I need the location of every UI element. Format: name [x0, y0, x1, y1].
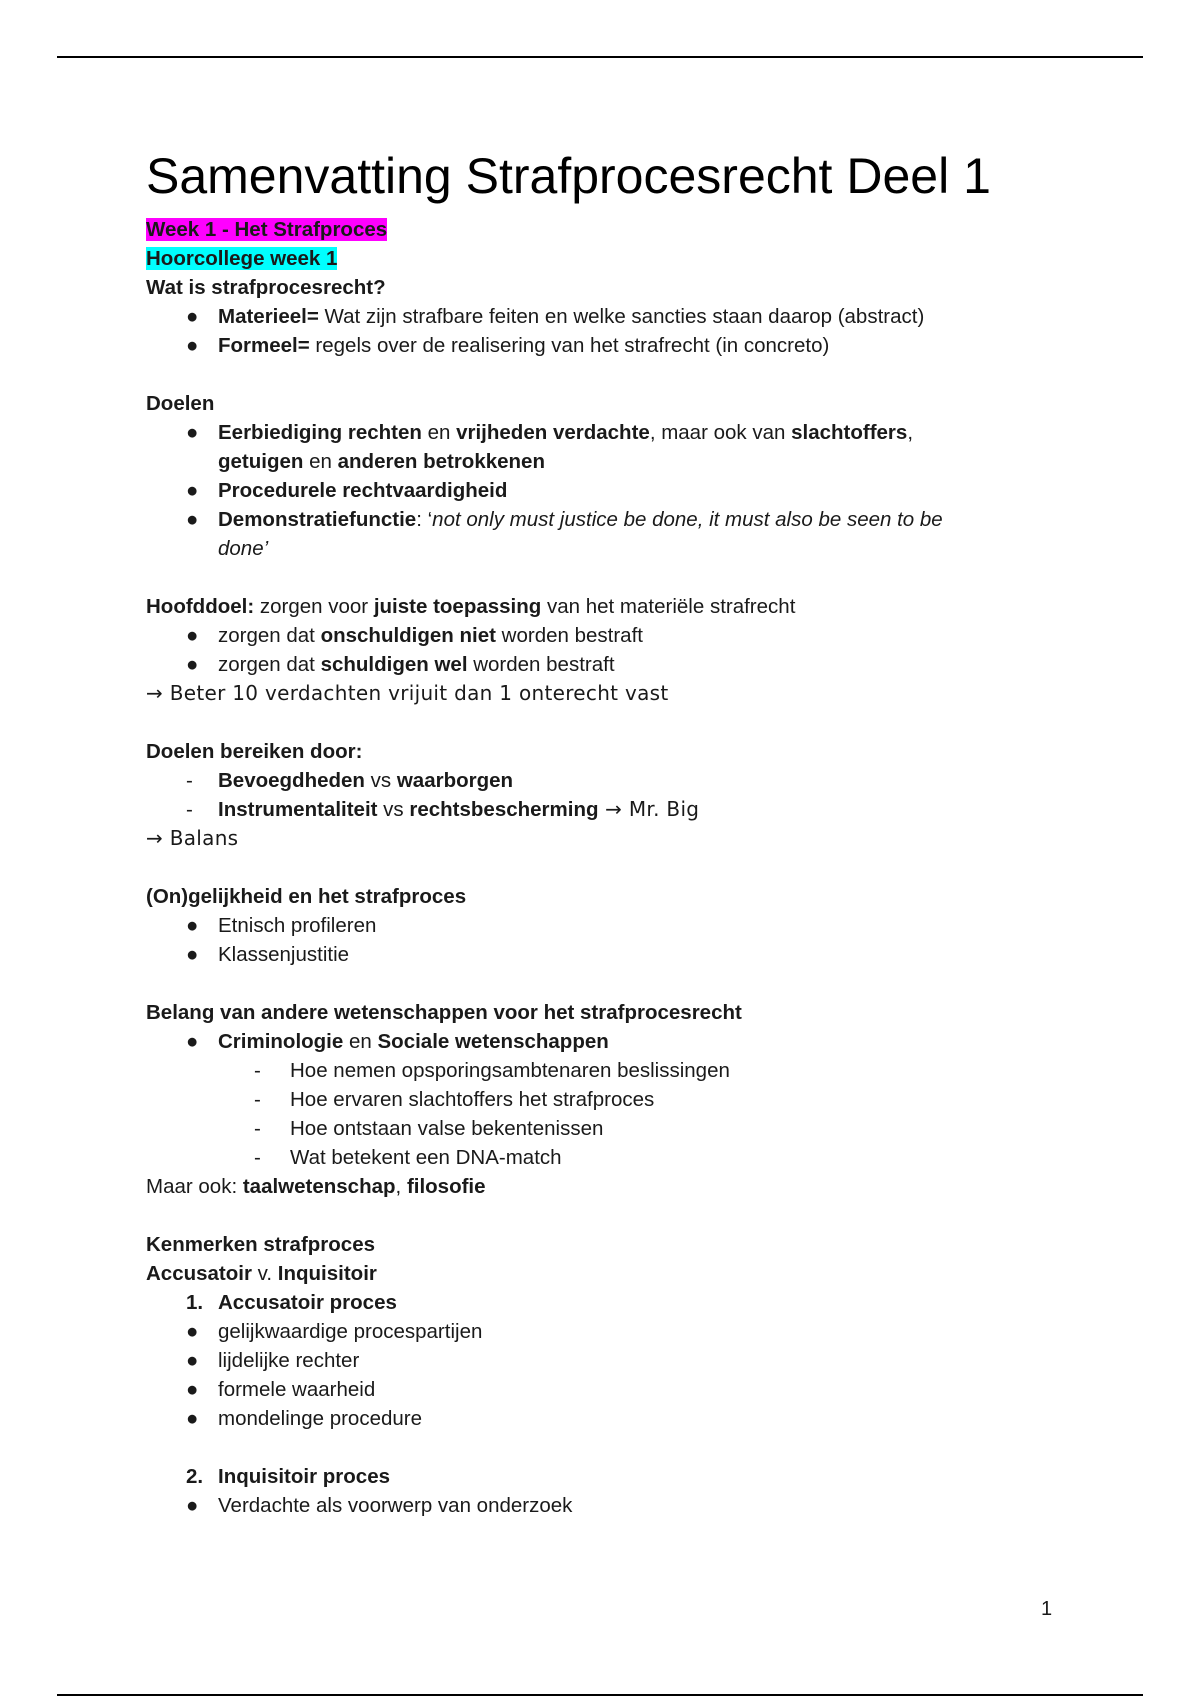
- list-item: - Bevoegdheden vs waarborgen: [146, 766, 1046, 795]
- list-item: ● gelijkwaardige procespartijen: [146, 1317, 1046, 1346]
- list-item: ● Materieel= Wat zijn strafbare feiten en welke sancties staan daarop (abstract): [146, 302, 1046, 331]
- section-heading: Doelen bereiken door:: [146, 740, 363, 763]
- bullet-icon: ●: [186, 943, 199, 966]
- section-heading: (On)gelijkheid en het strafproces: [146, 885, 467, 908]
- list-item: ● mondelinge procedure: [146, 1404, 1046, 1433]
- list-number: 2.: [186, 1465, 204, 1488]
- dash-icon: -: [186, 769, 193, 792]
- list-item: ● Verdachte als voorwerp van onderzoek: [146, 1491, 1046, 1520]
- sub-list-item: - Hoe ontstaan valse bekentenissen: [146, 1114, 1046, 1143]
- list-item: ● Formeel= regels over de realisering van het strafrecht (in concreto): [146, 331, 1046, 360]
- numbered-item: 1. Accusatoir proces: [146, 1288, 1046, 1317]
- sub-list-item: - Hoe nemen opsporingsambtenaren beslissingen: [146, 1056, 1046, 1085]
- section-heading: Wat is strafprocesrecht?: [146, 276, 386, 299]
- dash-icon: -: [254, 1146, 261, 1169]
- list-item: ● Demonstratiefunctie: ‘not only must justice be done, it must also be seen to be: [146, 505, 1046, 534]
- dash-icon: -: [254, 1088, 261, 1111]
- page-title: Samenvatting Strafprocesrecht Deel 1: [146, 148, 991, 204]
- document-body: [146, 145, 1046, 1520]
- dash-icon: -: [254, 1059, 261, 1082]
- list-item: ● lijdelijke rechter: [146, 1346, 1046, 1375]
- section-heading: Kenmerken strafproces: [146, 1233, 376, 1256]
- bullet-icon: ●: [186, 421, 199, 444]
- paragraph: Hoofddoel: zorgen voor juiste toepassing van het materiële strafrecht: [146, 595, 796, 618]
- list-item-continuation: getuigen en anderen betrokkenen: [218, 450, 545, 473]
- bullet-icon: ●: [186, 1030, 199, 1053]
- dash-icon: -: [254, 1117, 261, 1140]
- sub-list-item: - Hoe ervaren slachtoffers het strafproces: [146, 1085, 1046, 1114]
- list-number: 1.: [186, 1291, 204, 1314]
- numbered-item: 2. Inquisitoir proces: [146, 1462, 1046, 1491]
- list-item: ● formele waarheid: [146, 1375, 1046, 1404]
- bullet-icon: ●: [186, 653, 199, 676]
- list-item: ● zorgen dat schuldigen wel worden bestraft: [146, 650, 1046, 679]
- hoorcollege-label: Hoorcollege week 1: [146, 247, 338, 270]
- list-item: ● Etnisch profileren: [146, 911, 1046, 940]
- footer-rule: [57, 1694, 1143, 1696]
- bullet-icon: ●: [186, 305, 199, 328]
- dash-icon: -: [186, 798, 193, 821]
- list-item: - Instrumentaliteit vs rechtsbescherming → Mr. Big: [146, 795, 1046, 824]
- list-item: ● Criminologie en Sociale wetenschappen: [146, 1027, 1046, 1056]
- header-rule: [57, 56, 1143, 58]
- arrow-note: → Balans: [146, 826, 239, 850]
- week-label: Week 1 - Het Strafproces: [146, 218, 388, 241]
- bullet-icon: ●: [186, 1494, 199, 1517]
- list-item: ● zorgen dat onschuldigen niet worden bestraft: [146, 621, 1046, 650]
- arrow-note: → Beter 10 verdachten vrijuit dan 1 onterecht vast: [146, 681, 669, 705]
- bullet-icon: ●: [186, 1407, 199, 1430]
- bullet-icon: ●: [186, 914, 199, 937]
- sub-heading: Accusatoir v. Inquisitoir: [146, 1262, 377, 1285]
- bullet-icon: ●: [186, 1378, 199, 1401]
- sub-list-item: - Wat betekent een DNA-match: [146, 1143, 1046, 1172]
- list-item: ● Klassenjustitie: [146, 940, 1046, 969]
- section-heading: Belang van andere wetenschappen voor het strafprocesrecht: [146, 1001, 742, 1024]
- bullet-icon: ●: [186, 1320, 199, 1343]
- bullet-icon: ●: [186, 1349, 199, 1372]
- bullet-icon: ●: [186, 334, 199, 357]
- list-item-continuation: done’: [218, 537, 269, 560]
- bullet-icon: ●: [186, 508, 199, 531]
- page-number: 1: [1041, 1598, 1053, 1620]
- bullet-icon: ●: [186, 624, 199, 647]
- list-item: ● Procedurele rechtvaardigheid: [146, 476, 1046, 505]
- list-item: ● Eerbiediging rechten en vrijheden verdachte, maar ook van slachtoffers,: [146, 418, 1046, 447]
- section-heading: Doelen: [146, 392, 215, 415]
- paragraph: Maar ook: taalwetenschap, filosofie: [146, 1175, 486, 1198]
- bullet-icon: ●: [186, 479, 199, 502]
